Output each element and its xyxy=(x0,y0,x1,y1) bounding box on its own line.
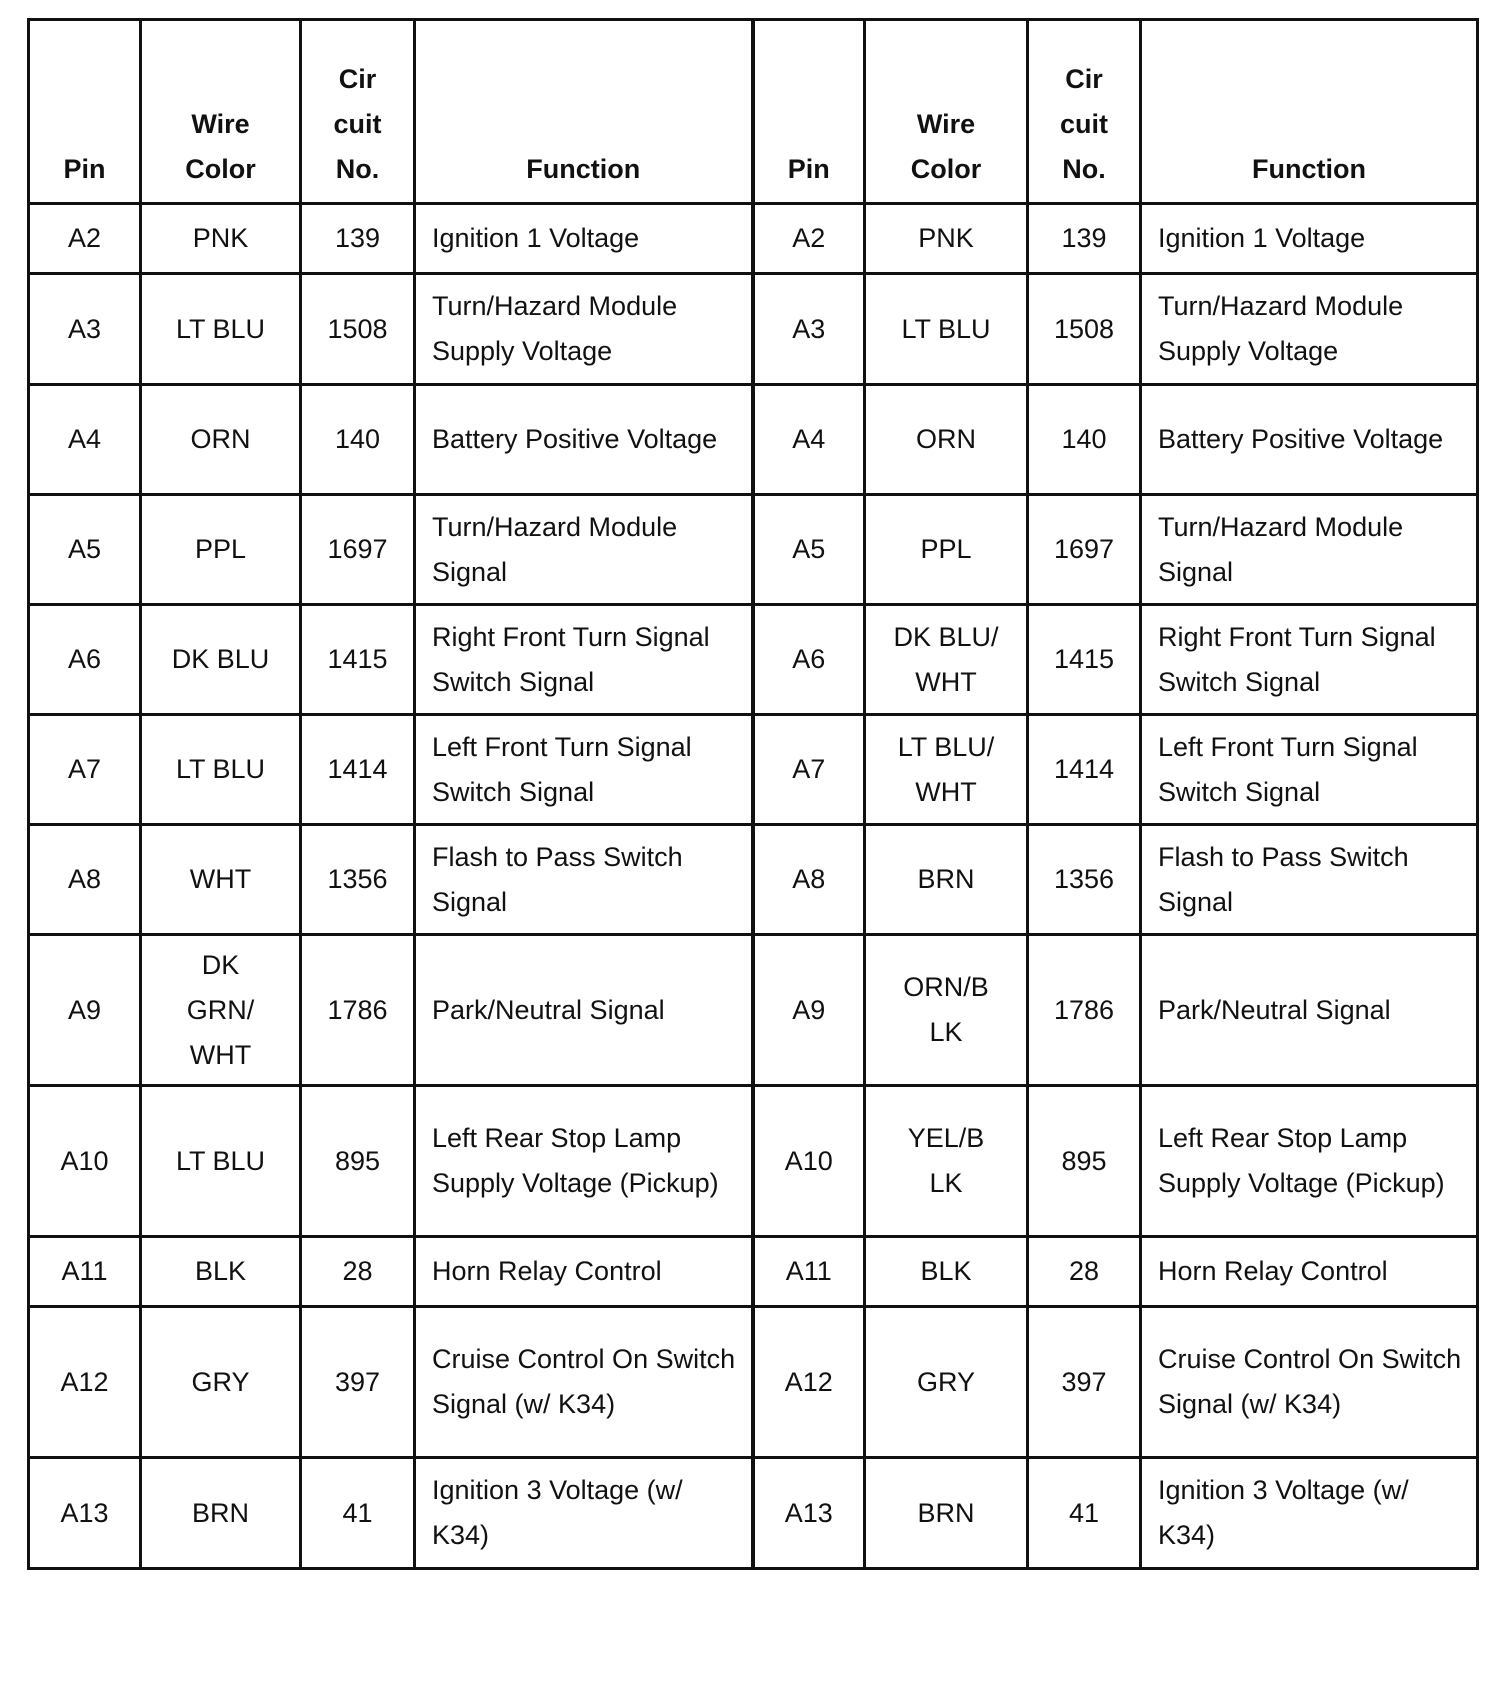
circuit-no-cell: 139 xyxy=(301,204,415,274)
table-row xyxy=(29,605,1478,715)
wire-color-cell: DK BLU xyxy=(141,605,301,715)
function-cell: Ignition 1 Voltage xyxy=(1141,204,1478,274)
function-cell: Turn/Hazard Module Supply Voltage xyxy=(1141,274,1478,385)
wire-color-cell: LT BLU/ WHT xyxy=(865,715,1028,825)
header-circuit-no: Cir cuit No. xyxy=(1028,20,1141,204)
pin-cell: A12 xyxy=(753,1307,865,1458)
wire-color-cell: PPL xyxy=(141,495,301,605)
header-row xyxy=(29,20,1478,204)
table-row xyxy=(29,715,1478,825)
wire-color-cell: YEL/B LK xyxy=(865,1086,1028,1237)
wire-color-cell: BLK xyxy=(865,1237,1028,1307)
circuit-no-cell: 1786 xyxy=(1028,935,1141,1086)
pin-cell: A2 xyxy=(29,204,141,274)
function-cell: Turn/Hazard Module Signal xyxy=(415,495,753,605)
function-cell: Ignition 3 Voltage (w/ K34) xyxy=(415,1458,753,1569)
pin-cell: A8 xyxy=(29,825,141,935)
pin-cell: A2 xyxy=(753,204,865,274)
pin-cell: A10 xyxy=(29,1086,141,1237)
circuit-no-cell: 1415 xyxy=(301,605,415,715)
wire-color-cell: BRN xyxy=(141,1458,301,1569)
table-row xyxy=(29,1086,1478,1237)
function-cell: Flash to Pass Switch Signal xyxy=(1141,825,1478,935)
circuit-no-cell: 397 xyxy=(301,1307,415,1458)
circuit-no-cell: 397 xyxy=(1028,1307,1141,1458)
header-pin: Pin xyxy=(753,20,865,204)
circuit-no-cell: 895 xyxy=(1028,1086,1141,1237)
wire-color-cell: DK GRN/ WHT xyxy=(141,935,301,1086)
circuit-no-cell: 140 xyxy=(1028,385,1141,495)
header-pin: Pin xyxy=(29,20,141,204)
header-circuit-no: Cir cuit No. xyxy=(301,20,415,204)
wire-color-cell: BLK xyxy=(141,1237,301,1307)
circuit-no-cell: 1508 xyxy=(1028,274,1141,385)
table-row xyxy=(29,385,1478,495)
function-cell: Park/Neutral Signal xyxy=(1141,935,1478,1086)
pin-cell: A3 xyxy=(29,274,141,385)
function-cell: Left Rear Stop Lamp Supply Voltage (Pickup) xyxy=(1141,1086,1478,1237)
table-body xyxy=(29,204,1478,1569)
pin-cell: A6 xyxy=(29,605,141,715)
pin-cell: A5 xyxy=(29,495,141,605)
header-wire-color: Wire Color xyxy=(141,20,301,204)
wire-color-cell: GRY xyxy=(141,1307,301,1458)
circuit-no-cell: 1508 xyxy=(301,274,415,385)
pin-cell: A10 xyxy=(753,1086,865,1237)
function-cell: Ignition 3 Voltage (w/ K34) xyxy=(1141,1458,1478,1569)
table-row xyxy=(29,204,1478,274)
circuit-no-cell: 1414 xyxy=(301,715,415,825)
pin-cell: A9 xyxy=(29,935,141,1086)
circuit-no-cell: 895 xyxy=(301,1086,415,1237)
pin-cell: A8 xyxy=(753,825,865,935)
circuit-no-cell: 28 xyxy=(301,1237,415,1307)
circuit-no-cell: 1415 xyxy=(1028,605,1141,715)
wire-color-cell: LT BLU xyxy=(141,715,301,825)
pin-cell: A5 xyxy=(753,495,865,605)
function-cell: Turn/Hazard Module Supply Voltage xyxy=(415,274,753,385)
wire-color-cell: LT BLU xyxy=(141,274,301,385)
table-row xyxy=(29,935,1478,1086)
function-cell: Left Rear Stop Lamp Supply Voltage (Pickup) xyxy=(415,1086,753,1237)
function-cell: Left Front Turn Signal Switch Signal xyxy=(415,715,753,825)
circuit-no-cell: 139 xyxy=(1028,204,1141,274)
table-row xyxy=(29,1307,1478,1458)
table-row xyxy=(29,274,1478,385)
table-row xyxy=(29,1237,1478,1307)
circuit-no-cell: 140 xyxy=(301,385,415,495)
circuit-no-cell: 1356 xyxy=(1028,825,1141,935)
pin-cell: A13 xyxy=(753,1458,865,1569)
function-cell: Cruise Control On Switch Signal (w/ K34) xyxy=(415,1307,753,1458)
circuit-no-cell: 41 xyxy=(301,1458,415,1569)
function-cell: Battery Positive Voltage xyxy=(1141,385,1478,495)
wire-color-cell: ORN xyxy=(865,385,1028,495)
function-cell: Left Front Turn Signal Switch Signal xyxy=(1141,715,1478,825)
pin-cell: A12 xyxy=(29,1307,141,1458)
wire-color-cell: PPL xyxy=(865,495,1028,605)
circuit-no-cell: 1697 xyxy=(1028,495,1141,605)
wire-color-cell: DK BLU/ WHT xyxy=(865,605,1028,715)
function-cell: Cruise Control On Switch Signal (w/ K34) xyxy=(1141,1307,1478,1458)
function-cell: Battery Positive Voltage xyxy=(415,385,753,495)
pin-cell: A11 xyxy=(753,1237,865,1307)
pin-cell: A3 xyxy=(753,274,865,385)
wire-color-cell: BRN xyxy=(865,825,1028,935)
pin-cell: A4 xyxy=(753,385,865,495)
connector-pinout-table xyxy=(27,18,1479,1570)
function-cell: Horn Relay Control xyxy=(415,1237,753,1307)
circuit-no-cell: 1356 xyxy=(301,825,415,935)
wire-color-cell: WHT xyxy=(141,825,301,935)
wire-color-cell: ORN xyxy=(141,385,301,495)
function-cell: Horn Relay Control xyxy=(1141,1237,1478,1307)
pin-cell: A6 xyxy=(753,605,865,715)
function-cell: Ignition 1 Voltage xyxy=(415,204,753,274)
pin-cell: A4 xyxy=(29,385,141,495)
header-function: Function xyxy=(1141,20,1478,204)
function-cell: Right Front Turn Signal Switch Signal xyxy=(415,605,753,715)
pin-cell: A9 xyxy=(753,935,865,1086)
pin-cell: A7 xyxy=(753,715,865,825)
function-cell: Park/Neutral Signal xyxy=(415,935,753,1086)
wire-color-cell: LT BLU xyxy=(865,274,1028,385)
table-row xyxy=(29,825,1478,935)
wire-color-cell: LT BLU xyxy=(141,1086,301,1237)
wire-color-cell: BRN xyxy=(865,1458,1028,1569)
circuit-no-cell: 1414 xyxy=(1028,715,1141,825)
pin-cell: A13 xyxy=(29,1458,141,1569)
wire-color-cell: PNK xyxy=(865,204,1028,274)
pin-cell: A7 xyxy=(29,715,141,825)
function-cell: Turn/Hazard Module Signal xyxy=(1141,495,1478,605)
header-wire-color: Wire Color xyxy=(865,20,1028,204)
table-row xyxy=(29,1458,1478,1569)
table-row xyxy=(29,495,1478,605)
circuit-no-cell: 41 xyxy=(1028,1458,1141,1569)
header-function: Function xyxy=(415,20,753,204)
function-cell: Flash to Pass Switch Signal xyxy=(415,825,753,935)
wire-color-cell: PNK xyxy=(141,204,301,274)
wire-color-cell: GRY xyxy=(865,1307,1028,1458)
pin-cell: A11 xyxy=(29,1237,141,1307)
wire-color-cell: ORN/B LK xyxy=(865,935,1028,1086)
circuit-no-cell: 1786 xyxy=(301,935,415,1086)
function-cell: Right Front Turn Signal Switch Signal xyxy=(1141,605,1478,715)
circuit-no-cell: 1697 xyxy=(301,495,415,605)
circuit-no-cell: 28 xyxy=(1028,1237,1141,1307)
